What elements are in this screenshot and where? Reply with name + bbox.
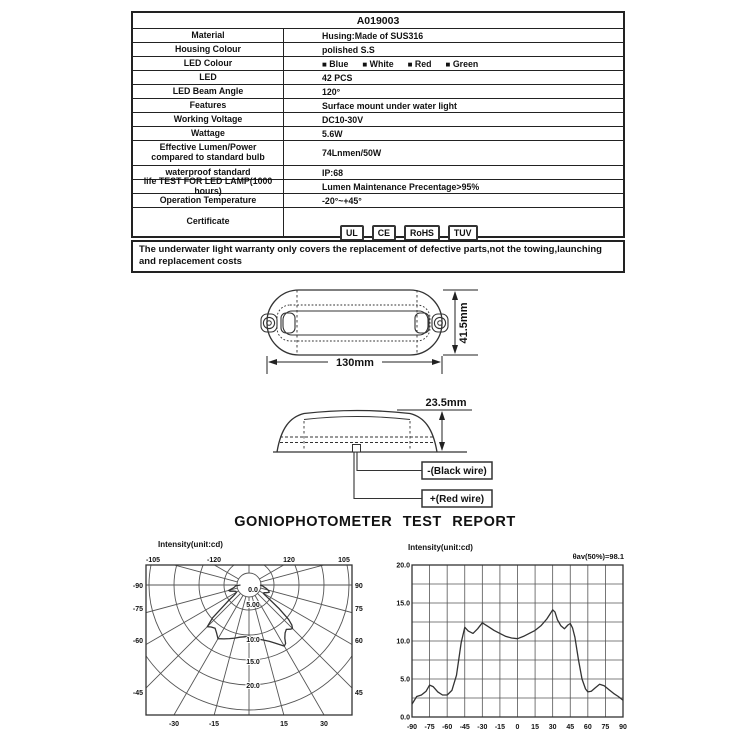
spec-table — [131, 11, 625, 238]
svg-text:15.0: 15.0 — [396, 600, 410, 608]
row-value: Surface mount under water light — [322, 100, 457, 111]
row-value — [284, 57, 623, 70]
svg-text:45: 45 — [566, 724, 575, 731]
svg-text:-60: -60 — [442, 724, 453, 731]
svg-text:15: 15 — [531, 724, 539, 731]
svg-text:75: 75 — [601, 724, 610, 731]
row-value: 42 PCS — [322, 72, 353, 83]
row-label: Operation Temperature — [133, 194, 284, 207]
svg-text:-90: -90 — [132, 583, 143, 590]
row-label: Effective Lumen/Power compared to standard bulb — [133, 141, 284, 165]
certificate-badge: CE — [372, 225, 396, 241]
row-value: polished S.S — [322, 44, 375, 55]
table-row — [133, 175, 623, 196]
led-color-option: ■ White — [362, 58, 394, 69]
row-value: -20°~+45° — [322, 195, 362, 206]
svg-text:5.00: 5.00 — [246, 602, 260, 609]
row-label: Wattage — [133, 127, 284, 140]
svg-text:-30: -30 — [477, 724, 488, 731]
table-row — [133, 85, 623, 99]
svg-text:120: 120 — [283, 557, 295, 564]
svg-text:-30: -30 — [168, 721, 180, 728]
svg-text:-60: -60 — [132, 638, 143, 645]
table-row — [133, 43, 623, 57]
row-label: Housing Colour — [133, 43, 284, 56]
svg-text:-45: -45 — [459, 724, 470, 731]
row-label: LED — [133, 71, 284, 84]
depth-dimension-label: 23.5mm — [425, 397, 467, 409]
row-value: 120° — [322, 86, 341, 97]
svg-text:15: 15 — [280, 721, 288, 728]
housing-outline — [267, 290, 442, 355]
color-swatch-icon: ■ — [362, 59, 368, 69]
black-wire-label: -(Black wire) — [427, 466, 487, 477]
svg-text:-105: -105 — [145, 557, 161, 564]
row-value: 74Lnmen/50W — [322, 148, 382, 158]
svg-text:75: 75 — [355, 606, 363, 613]
row-label: waterproof standard — [133, 166, 284, 179]
svg-text:60: 60 — [583, 724, 592, 731]
svg-text:10.0: 10.0 — [246, 637, 260, 644]
report-title: GONIOPHOTOMETER TEST REPORT — [234, 514, 516, 530]
warranty-note: The underwater light warranty only covers the replacement of defective parts,not the towing,launching and replacement costs — [131, 240, 625, 273]
led-color-option: ■ Red — [407, 58, 432, 69]
table-row — [133, 127, 623, 141]
svg-text:0.0: 0.0 — [248, 587, 258, 594]
line-chart-grid — [412, 565, 623, 717]
svg-text:45: 45 — [355, 690, 363, 697]
certificate-badge: UL — [340, 225, 364, 241]
color-swatch-icon: ■ — [407, 59, 413, 69]
svg-text:10.0: 10.0 — [396, 638, 410, 646]
row-value: DC10-30V — [322, 114, 364, 125]
svg-text:90: 90 — [355, 583, 363, 590]
table-row — [133, 99, 623, 113]
svg-text:30: 30 — [320, 721, 328, 728]
svg-text:30: 30 — [548, 724, 557, 731]
table-row — [133, 57, 623, 71]
led-color-option: ■ Blue — [322, 58, 349, 69]
svg-text:-75: -75 — [132, 606, 143, 613]
screw-hole-left — [263, 317, 274, 328]
row-label: Working Voltage — [133, 113, 284, 126]
row-label: life TEST FOR LED LAMP(1000 hours) — [133, 180, 284, 193]
row-label: Features — [133, 99, 284, 112]
color-swatch-icon: ■ — [322, 59, 327, 69]
height-dimension-label: 41.5mm — [458, 302, 470, 344]
side-view-dimensions — [397, 410, 472, 450]
table-row — [133, 29, 623, 43]
row-value — [284, 208, 623, 236]
cable-gland — [353, 445, 361, 453]
polar-chart-title: Intensity(unit:cd) — [158, 540, 223, 549]
certificate-badge: TUV — [448, 225, 478, 241]
svg-text:-90: -90 — [406, 724, 418, 731]
svg-text:-15: -15 — [208, 721, 220, 728]
svg-text:-45: -45 — [132, 690, 143, 697]
table-row — [133, 208, 623, 236]
svg-text:-75: -75 — [424, 724, 435, 731]
table-row — [133, 113, 623, 127]
model-number: A019003 — [133, 13, 623, 29]
top-view-drawing — [261, 290, 448, 355]
row-label: LED Colour — [133, 57, 284, 70]
red-wire-label: +(Red wire) — [429, 494, 485, 505]
line-chart-title: Intensity(unit:cd) — [408, 543, 473, 552]
polar-intensity-chart — [100, 540, 382, 750]
svg-text:105: 105 — [338, 557, 350, 564]
svg-text:15.0: 15.0 — [246, 659, 260, 666]
certificate-badge: RoHS — [404, 225, 440, 241]
svg-text:-120: -120 — [206, 557, 222, 564]
svg-text:-15: -15 — [494, 724, 505, 731]
svg-text:90: 90 — [619, 724, 627, 731]
row-value: Husing:Made of SUS316 — [322, 30, 424, 41]
table-row — [133, 141, 623, 166]
technical-drawings — [230, 270, 710, 520]
width-dimension-label: 130mm — [336, 357, 374, 369]
svg-text:20.0: 20.0 — [246, 683, 260, 690]
color-swatch-icon: ■ — [445, 59, 451, 69]
row-value: Lumen Maintenance Precentage>95% — [322, 181, 480, 192]
row-label: LED Beam Angle — [133, 85, 284, 98]
row-value: IP:68 — [322, 167, 344, 178]
screw-hole-right — [434, 317, 445, 328]
svg-text:60: 60 — [355, 638, 363, 645]
row-label: Material — [133, 29, 284, 42]
row-value: 5.6W — [322, 128, 343, 139]
svg-text:20.0: 20.0 — [396, 562, 410, 570]
table-row — [133, 194, 623, 208]
beam-angle-annotation: θav(50%)=98.1 — [572, 552, 624, 561]
led-color-option: ■ Green — [445, 58, 479, 69]
line-intensity-chart — [398, 540, 692, 750]
svg-text:5.0: 5.0 — [400, 676, 410, 684]
table-row — [133, 71, 623, 85]
dome-bezel-line — [304, 417, 410, 420]
svg-text:0: 0 — [515, 724, 520, 731]
lens-window — [283, 311, 428, 335]
svg-text:0.0: 0.0 — [400, 714, 410, 722]
line-chart-axis-labels — [396, 563, 627, 732]
gasket-dotted-outline — [277, 305, 430, 341]
side-view-drawing — [273, 411, 467, 453]
row-label: Certificate — [133, 208, 284, 236]
